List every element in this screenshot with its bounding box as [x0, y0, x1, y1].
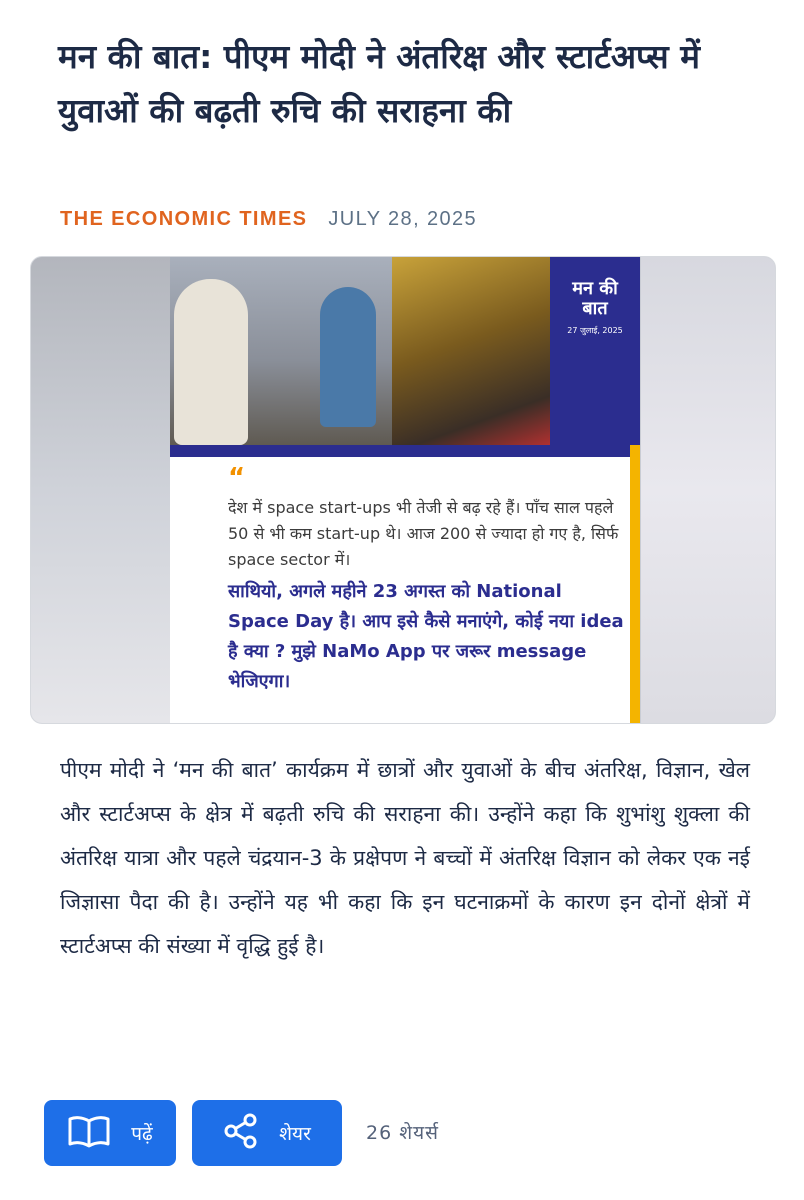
read-button[interactable]: [44, 1100, 176, 1166]
poster-logo-line1: मन की: [572, 278, 618, 299]
share-button-label: शेयर: [279, 1123, 311, 1145]
article-image[interactable]: [30, 256, 776, 724]
article-source[interactable]: THE ECONOMIC TIMES: [60, 208, 308, 230]
photo-space-exhibit: [392, 257, 550, 445]
poster-logo-line2: बात: [582, 298, 608, 319]
poster-yellow-edge: [630, 445, 640, 723]
photo-pm-startup-visit: [170, 257, 392, 445]
poster-blue-band: [170, 445, 640, 457]
article-headline: मन की बात: पीएम मोदी ने अंतरिक्ष और स्टार्टअप्स में युवाओं की बढ़ती रुचि की सराहना की: [58, 37, 700, 130]
mann-ki-baat-poster: [170, 257, 640, 723]
photo-figure-presenter: [320, 287, 376, 427]
poster-logo-date: 27 जुलाई, 2025: [567, 326, 623, 335]
image-blur-right: [641, 257, 775, 723]
quote-mark-icon: “: [228, 463, 246, 493]
share-icon: [223, 1113, 259, 1154]
poster-logo-banner: [550, 257, 640, 445]
share-count: 26 शेयर्स: [366, 1122, 440, 1144]
share-button[interactable]: [192, 1100, 342, 1166]
read-button-label: पढ़ें: [131, 1123, 153, 1145]
photo-figure-pm: [174, 279, 248, 445]
article-meta: [60, 208, 477, 231]
book-icon: [67, 1114, 111, 1153]
poster-quote-bold: साथियो, अगले महीने 23 अगस्त को National Space Day है। आप इसे कैसे मनाएंगे, कोई नया idea है क्या ? मुझे NaMo App पर जरूर message भेजिएगा।: [228, 581, 624, 692]
article-date: JULY 28, 2025: [328, 208, 478, 230]
image-blur-left: [31, 257, 171, 723]
poster-quote: [228, 465, 628, 697]
poster-quote-normal: देश में space start-ups भी तेजी से बढ़ रहे हैं। पाँच साल पहले 50 से भी कम start-up थे। आज 200 से ज्यादा हो गए है, सिर्फ space sector में।: [228, 498, 619, 569]
article-body: पीएम मोदी ने ‘मन की बात’ कार्यक्रम में छात्रों और युवाओं के बीच अंतरिक्ष, विज्ञान, खेल और स्टार्टअप्स के क्षेत्र में बढ़ती रुचि की सराहना की। उन्होंने कहा कि शुभांशु शुक्ला की अंतरिक्ष यात्रा और पहले चंद्रयान-3 के प्रक्षेपण ने बच्चों में अंतरिक्ष विज्ञान को लेकर एक नई जिज्ञासा पैदा की है। उन्होंने यह भी कहा कि इन घटनाक्रमों के कारण इन दोनों क्षेत्रों में स्टार्टअप्स की संख्या में वृद्धि हुई है।: [60, 758, 750, 958]
